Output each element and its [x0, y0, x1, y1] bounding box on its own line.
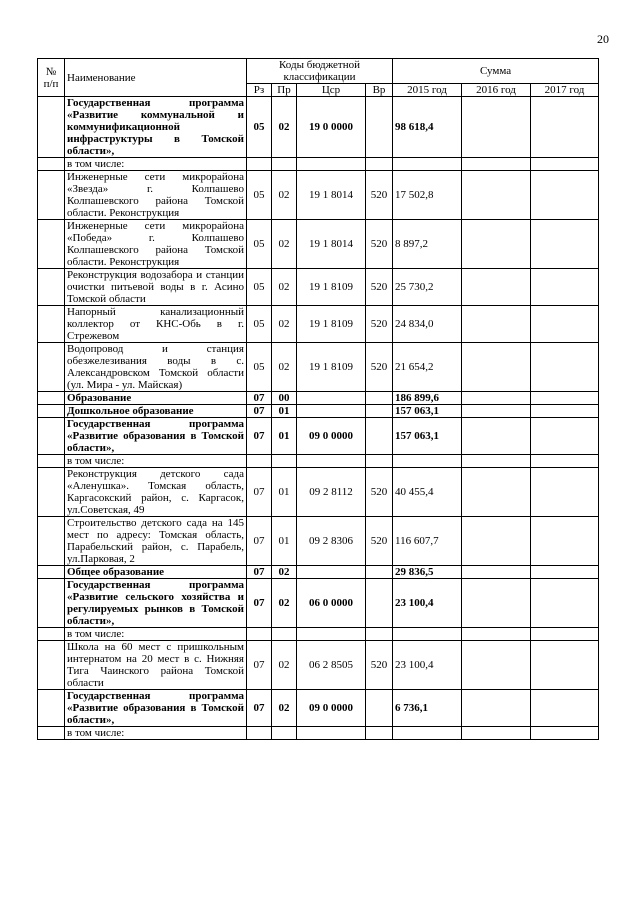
cell-csr: 09 0 0000 [297, 690, 366, 727]
cell-sum-2017 [531, 269, 599, 306]
cell-sum-2015 [393, 727, 462, 740]
cell-rz: 07 [247, 468, 272, 517]
cell-name: Государственная программа «Развитие образования в Томской области», [65, 690, 247, 727]
table-row [38, 455, 599, 468]
cell-csr: 09 2 8306 [297, 517, 366, 566]
cell-vr [366, 690, 393, 727]
cell-csr: 09 0 0000 [297, 418, 366, 455]
cell-no [38, 517, 65, 566]
cell-no [38, 171, 65, 220]
table-row [38, 690, 599, 727]
cell-no [38, 306, 65, 343]
header-2015: 2015 год [393, 84, 462, 97]
cell-csr: 09 2 8112 [297, 468, 366, 517]
table-row [38, 306, 599, 343]
cell-no [38, 158, 65, 171]
cell-name: Инженерные сети микрорайона «Звезда» г. Колпашево Колпашевского района Томской области. Реконструкция [65, 171, 247, 220]
cell-sum-2017 [531, 727, 599, 740]
cell-no [38, 220, 65, 269]
cell-no [38, 405, 65, 418]
header-codes: Коды бюджетной классификации [247, 59, 393, 84]
cell-sum-2017 [531, 517, 599, 566]
cell-csr: 06 0 0000 [297, 579, 366, 628]
cell-no [38, 628, 65, 641]
cell-rz: 07 [247, 690, 272, 727]
cell-pr: 02 [272, 579, 297, 628]
cell-sum-2016 [462, 566, 531, 579]
table-row [38, 220, 599, 269]
table-row [38, 641, 599, 690]
cell-no [38, 343, 65, 392]
table-row [38, 468, 599, 517]
cell-no [38, 468, 65, 517]
cell-csr [297, 392, 366, 405]
cell-sum-2015: 29 836,5 [393, 566, 462, 579]
cell-name: Дошкольное образование [65, 405, 247, 418]
cell-sum-2015: 23 100,4 [393, 641, 462, 690]
cell-pr: 02 [272, 97, 297, 158]
cell-name: Школа на 60 мест с пришкольным интернатом на 20 мест в с. Нижняя Тига Чаинского района Томской области [65, 641, 247, 690]
cell-pr: 01 [272, 517, 297, 566]
cell-pr: 01 [272, 418, 297, 455]
cell-vr: 520 [366, 468, 393, 517]
table-row [38, 343, 599, 392]
cell-no [38, 579, 65, 628]
cell-vr [366, 158, 393, 171]
cell-sum-2015: 186 899,6 [393, 392, 462, 405]
cell-rz: 05 [247, 343, 272, 392]
cell-vr: 520 [366, 269, 393, 306]
cell-rz: 05 [247, 220, 272, 269]
cell-vr [366, 405, 393, 418]
cell-sum-2015: 21 654,2 [393, 343, 462, 392]
cell-csr: 19 1 8109 [297, 269, 366, 306]
cell-sum-2015: 17 502,8 [393, 171, 462, 220]
cell-name: в том числе: [65, 158, 247, 171]
table-row [38, 405, 599, 418]
cell-no [38, 418, 65, 455]
cell-pr: 00 [272, 392, 297, 405]
table-row [38, 97, 599, 158]
cell-name: Образование [65, 392, 247, 405]
cell-sum-2016 [462, 343, 531, 392]
cell-pr [272, 727, 297, 740]
cell-csr: 19 0 0000 [297, 97, 366, 158]
table-row [38, 566, 599, 579]
table-row [38, 171, 599, 220]
cell-sum-2017 [531, 579, 599, 628]
cell-vr: 520 [366, 171, 393, 220]
cell-sum-2016 [462, 405, 531, 418]
table-row [38, 269, 599, 306]
cell-csr [297, 455, 366, 468]
cell-sum-2017 [531, 690, 599, 727]
cell-pr: 02 [272, 269, 297, 306]
cell-sum-2015: 8 897,2 [393, 220, 462, 269]
table-row [38, 158, 599, 171]
cell-name: Водопровод и станция обезжелезивания воды в с. Александровском Томской области (ул. Мира - ул. Майская) [65, 343, 247, 392]
cell-sum-2016 [462, 306, 531, 343]
cell-rz: 07 [247, 517, 272, 566]
cell-no [38, 455, 65, 468]
cell-rz: 07 [247, 641, 272, 690]
cell-pr: 01 [272, 468, 297, 517]
cell-vr: 520 [366, 306, 393, 343]
table-row [38, 628, 599, 641]
cell-pr [272, 455, 297, 468]
cell-no [38, 269, 65, 306]
cell-no [38, 641, 65, 690]
cell-name: Инженерные сети микрорайона «Победа» г. Колпашево Колпашевского района Томской области. Реконструкция [65, 220, 247, 269]
table-row [38, 418, 599, 455]
cell-sum-2015: 98 618,4 [393, 97, 462, 158]
cell-rz: 07 [247, 405, 272, 418]
cell-name: Общее образование [65, 566, 247, 579]
table-row [38, 517, 599, 566]
cell-sum-2016 [462, 97, 531, 158]
cell-sum-2015 [393, 158, 462, 171]
cell-vr [366, 392, 393, 405]
cell-sum-2017 [531, 220, 599, 269]
cell-sum-2016 [462, 690, 531, 727]
cell-name: в том числе: [65, 628, 247, 641]
cell-vr [366, 628, 393, 641]
cell-sum-2017 [531, 97, 599, 158]
header-2016: 2016 год [462, 84, 531, 97]
page-number: 20 [597, 32, 609, 46]
table-row [38, 727, 599, 740]
cell-sum-2015: 116 607,7 [393, 517, 462, 566]
cell-sum-2017 [531, 566, 599, 579]
cell-csr: 19 1 8014 [297, 171, 366, 220]
cell-rz: 07 [247, 579, 272, 628]
header-2017: 2017 год [531, 84, 599, 97]
cell-pr: 02 [272, 306, 297, 343]
cell-rz [247, 455, 272, 468]
cell-csr [297, 158, 366, 171]
cell-sum-2017 [531, 392, 599, 405]
cell-sum-2015 [393, 628, 462, 641]
cell-name: Государственная программа «Развитие сельского хозяйства и регулируемых рынков в Томской области», [65, 579, 247, 628]
cell-sum-2016 [462, 392, 531, 405]
table-row [38, 392, 599, 405]
cell-name: Государственная программа «Развитие образования в Томской области», [65, 418, 247, 455]
cell-rz: 07 [247, 566, 272, 579]
table-row [38, 579, 599, 628]
cell-pr: 02 [272, 566, 297, 579]
cell-pr: 02 [272, 171, 297, 220]
cell-rz: 07 [247, 418, 272, 455]
cell-sum-2016 [462, 220, 531, 269]
header-name: Наименование [65, 59, 247, 97]
table-body [38, 97, 599, 740]
cell-name: в том числе: [65, 727, 247, 740]
cell-sum-2017 [531, 158, 599, 171]
cell-rz: 05 [247, 171, 272, 220]
cell-sum-2017 [531, 628, 599, 641]
cell-sum-2016 [462, 517, 531, 566]
cell-no [38, 97, 65, 158]
cell-vr: 520 [366, 641, 393, 690]
cell-sum-2016 [462, 158, 531, 171]
header-vr: Вр [366, 84, 393, 97]
cell-sum-2017 [531, 171, 599, 220]
cell-sum-2015: 6 736,1 [393, 690, 462, 727]
cell-name: Напорный канализационный коллектор от КНС-Обь в г. Стрежевом [65, 306, 247, 343]
cell-sum-2017 [531, 455, 599, 468]
cell-csr: 19 1 8109 [297, 306, 366, 343]
cell-no [38, 566, 65, 579]
cell-sum-2017 [531, 306, 599, 343]
cell-sum-2017 [531, 468, 599, 517]
cell-vr: 520 [366, 517, 393, 566]
cell-sum-2015: 23 100,4 [393, 579, 462, 628]
cell-name: Государственная программа «Развитие коммунальной и коммунификационной инфраструктуры в Томской области», [65, 97, 247, 158]
cell-no [38, 727, 65, 740]
header-sum: Сумма [393, 59, 599, 84]
budget-table [37, 58, 599, 740]
cell-pr: 02 [272, 343, 297, 392]
cell-sum-2015: 40 455,4 [393, 468, 462, 517]
cell-vr [366, 455, 393, 468]
cell-vr [366, 579, 393, 628]
cell-sum-2015: 25 730,2 [393, 269, 462, 306]
cell-sum-2016 [462, 579, 531, 628]
cell-sum-2016 [462, 418, 531, 455]
cell-rz: 05 [247, 97, 272, 158]
cell-rz: 05 [247, 306, 272, 343]
cell-vr [366, 97, 393, 158]
cell-sum-2015: 157 063,1 [393, 418, 462, 455]
header-pr: Пр [272, 84, 297, 97]
cell-sum-2015: 157 063,1 [393, 405, 462, 418]
cell-csr [297, 566, 366, 579]
cell-sum-2016 [462, 171, 531, 220]
cell-no [38, 690, 65, 727]
cell-csr [297, 405, 366, 418]
cell-pr: 02 [272, 641, 297, 690]
cell-name: Реконструкция водозабора и станции очистки питьевой воды в г. Асино Томской области [65, 269, 247, 306]
cell-rz [247, 727, 272, 740]
cell-name: Реконструкция детского сада «Аленушка». Томская область, Каргасокский район, с. Каргасок, ул.Советская, 49 [65, 468, 247, 517]
cell-vr [366, 727, 393, 740]
cell-rz [247, 158, 272, 171]
cell-sum-2016 [462, 727, 531, 740]
cell-pr [272, 628, 297, 641]
cell-sum-2016 [462, 468, 531, 517]
cell-csr: 19 1 8109 [297, 343, 366, 392]
cell-vr: 520 [366, 220, 393, 269]
header-rz: Рз [247, 84, 272, 97]
cell-name: в том числе: [65, 455, 247, 468]
cell-sum-2017 [531, 641, 599, 690]
cell-no [38, 392, 65, 405]
cell-csr: 19 1 8014 [297, 220, 366, 269]
cell-sum-2017 [531, 405, 599, 418]
cell-sum-2015: 24 834,0 [393, 306, 462, 343]
cell-rz [247, 628, 272, 641]
cell-sum-2016 [462, 455, 531, 468]
cell-rz: 05 [247, 269, 272, 306]
cell-sum-2017 [531, 418, 599, 455]
cell-csr [297, 727, 366, 740]
cell-csr: 06 2 8505 [297, 641, 366, 690]
cell-sum-2016 [462, 628, 531, 641]
cell-vr [366, 566, 393, 579]
cell-sum-2015 [393, 455, 462, 468]
cell-pr: 02 [272, 690, 297, 727]
cell-sum-2017 [531, 343, 599, 392]
header-csr: Цср [297, 84, 366, 97]
cell-pr: 01 [272, 405, 297, 418]
cell-name: Строительство детского сада на 145 мест по адресу: Томская область, Парабельский район, с. Парабель, ул.Парковая, 2 [65, 517, 247, 566]
cell-sum-2016 [462, 641, 531, 690]
cell-rz: 07 [247, 392, 272, 405]
cell-pr [272, 158, 297, 171]
cell-csr [297, 628, 366, 641]
header-no: № п/п [38, 59, 65, 97]
cell-vr: 520 [366, 343, 393, 392]
cell-pr: 02 [272, 220, 297, 269]
cell-vr [366, 418, 393, 455]
cell-sum-2016 [462, 269, 531, 306]
